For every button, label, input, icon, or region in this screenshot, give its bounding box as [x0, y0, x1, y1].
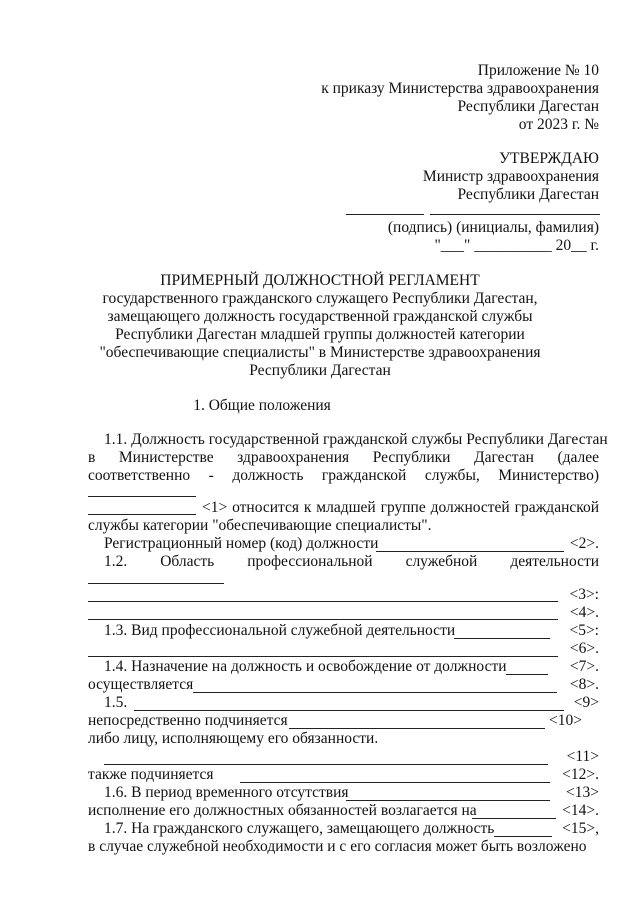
title-line-3: Республики Дагестан младшей группы должностей категории: [115, 326, 525, 343]
footnote-15: <15>,: [562, 820, 599, 837]
para-1-3: 1.3. Вид профессиональной служебной деятельности: [104, 622, 456, 639]
footnote-6: <6>.: [569, 640, 599, 657]
blank-line: [88, 496, 196, 497]
footnote-7: <7>.: [569, 658, 599, 675]
signature-caption: (подпись) (инициалы, фамилия): [387, 219, 599, 236]
section-heading: 1. Общие положения: [193, 397, 331, 414]
footnote-9: <9>: [573, 694, 599, 711]
para-1-1-line-2: в Министерстве здравоохранения Республики Дагестан (далее: [88, 449, 600, 466]
para-1-5-d: также подчиняется: [88, 766, 214, 783]
para-1-4: 1.4. Назначение на должность и освобождение от должности: [104, 658, 507, 675]
para-1-6: 1.6. В период временного отсутствия: [104, 784, 349, 801]
footnote-8: <8>.: [569, 676, 599, 693]
footnote-5: <5>:: [569, 622, 599, 639]
title-line-2: замещающего должность государственной гражданской службы: [107, 308, 533, 325]
title-line-5: Республики Дагестан: [249, 362, 391, 379]
blank-line: [506, 674, 548, 675]
footnote-2: <2>.: [569, 535, 599, 552]
footnote-4: <4>.: [569, 604, 599, 621]
blank-line: [494, 836, 552, 837]
appendix-number: Приложение № 10: [477, 62, 599, 79]
footnote-13: <13>: [566, 784, 599, 801]
blank-line: [134, 710, 564, 711]
blank-line: [88, 656, 558, 657]
blank-line: [193, 692, 557, 693]
para-1-7-b: в случае служебной необходимости и с его согласия может быть возложено: [88, 838, 587, 855]
minister-republic: Республики Дагестан: [457, 186, 599, 203]
appendix-republic: Республики Дагестан: [457, 98, 599, 115]
blank-line: [346, 800, 550, 801]
para-1-1-line-5: службы категории "обеспечивающие специалисты".: [88, 517, 432, 534]
footnote-11: <11>: [566, 748, 599, 765]
blank-line: [104, 764, 548, 765]
title-line-1: государственного гражданского служащего Республики Дагестан,: [102, 290, 538, 307]
approve-label: УТВЕРЖДАЮ: [499, 150, 599, 167]
para-1-1-line-3: соответственно - должность гражданской службы, Министерство): [88, 467, 599, 484]
signature-line: [346, 214, 424, 215]
para-1-4-b: осуществляется: [88, 676, 194, 693]
appendix-order-ref: к приказу Министерства здравоохранения: [321, 80, 599, 97]
footnote-10: <10>: [549, 712, 582, 729]
para-1-5-c: либо лицу, исполняющему его обязанности.: [88, 730, 379, 747]
footnote-12: <12>.: [562, 766, 599, 783]
blank-line: [240, 782, 550, 783]
footnote-3: <3>:: [569, 586, 599, 603]
blank-line: [376, 551, 564, 552]
blank-line: [88, 583, 224, 584]
title-line-4: "обеспечивающие специалисты" в Министерстве здравоохранения: [99, 344, 541, 361]
reg-number-label: Регистрационный номер (код) должности: [104, 535, 379, 552]
para-1-7: 1.7. На гражданского служащего, замещающего должность: [104, 820, 495, 837]
para-1-1-line-4: <1> относится к младшей группе должностей гражданской: [202, 499, 600, 516]
blank-line: [472, 818, 556, 819]
approval-date-line: "___" __________ 20__ г.: [434, 237, 599, 254]
blank-line: [88, 619, 558, 620]
blank-line: [88, 601, 558, 602]
document-title: ПРИМЕРНЫЙ ДОЛЖНОСТНОЙ РЕГЛАМЕНТ: [160, 272, 480, 289]
para-1-2: 1.2. Область профессиональной служебной деятельности: [104, 553, 600, 570]
footnote-14: <14>.: [562, 802, 599, 819]
name-line: [430, 214, 600, 215]
para-1-5: 1.5.: [104, 694, 128, 711]
minister-title: Министр здравоохранения: [422, 168, 599, 185]
para-1-1-line-1: 1.1. Должность государственной гражданской службы Республики Дагестан: [104, 431, 608, 448]
blank-line: [88, 514, 196, 515]
blank-line: [289, 728, 545, 729]
para-1-5-b: непосредственно подчиняется: [88, 712, 288, 729]
para-1-6-b: исполнение его должностных обязанностей возлагается на: [88, 802, 477, 819]
blank-line: [454, 638, 550, 639]
appendix-date: от 2023 г. №: [518, 116, 599, 133]
